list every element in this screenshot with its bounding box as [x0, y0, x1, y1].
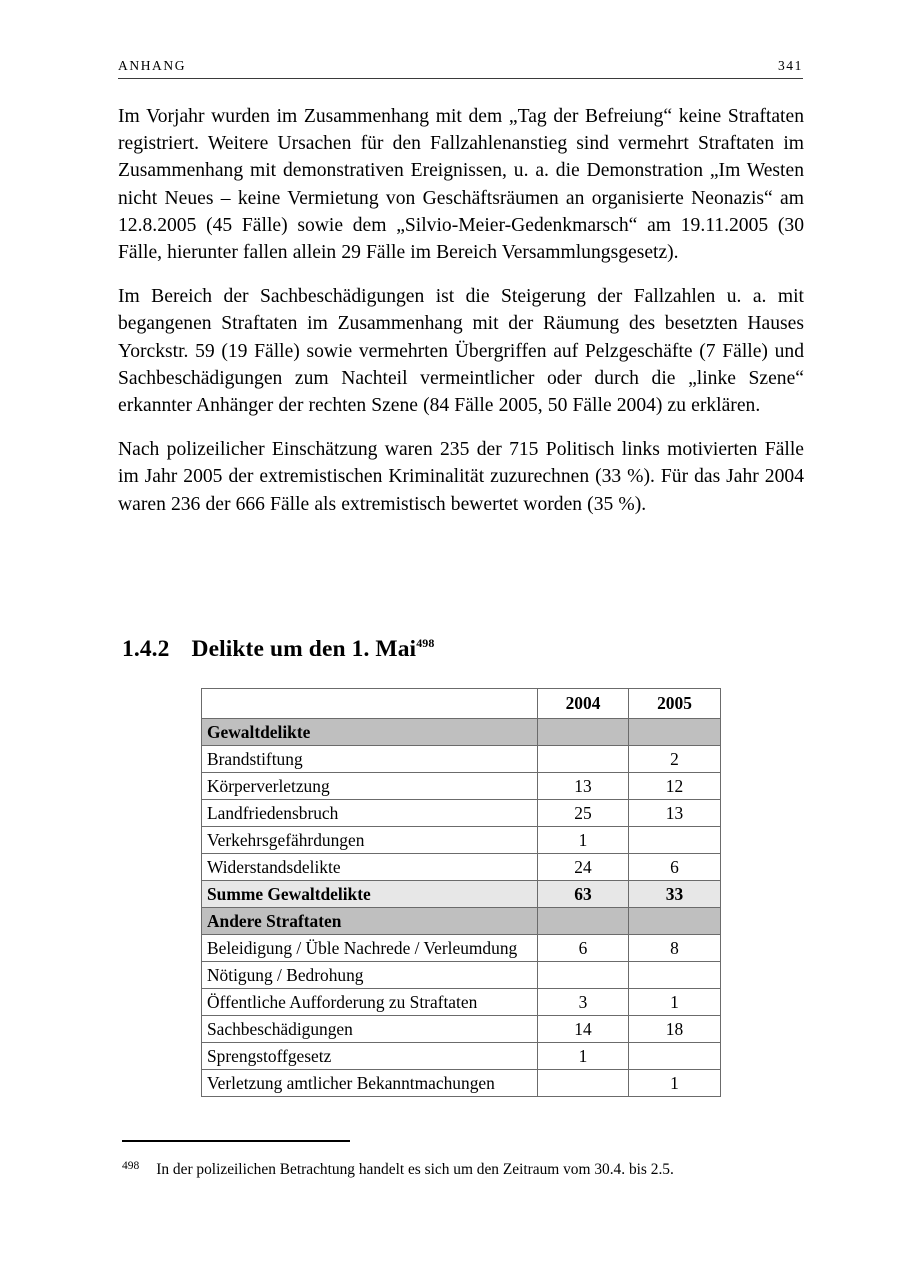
row-value-2004	[538, 962, 629, 989]
row-label: Sachbeschädigungen	[202, 1016, 538, 1043]
row-value-2004	[538, 746, 629, 773]
table-header-2005: 2005	[629, 689, 721, 719]
row-value-2005: 8	[629, 935, 721, 962]
row-value-2005: 6	[629, 854, 721, 881]
table-row	[202, 989, 721, 1016]
row-value-2004: 13	[538, 773, 629, 800]
row-label: Gewaltdelikte	[202, 719, 538, 746]
table-row	[202, 908, 721, 935]
row-value-2004: 3	[538, 989, 629, 1016]
row-value-2004	[538, 719, 629, 746]
row-value-2005	[629, 827, 721, 854]
delikte-table-wrapper	[201, 688, 720, 1097]
row-value-2005: 18	[629, 1016, 721, 1043]
footnote-number: 498	[122, 1160, 140, 1172]
table-header-row	[202, 689, 721, 719]
row-label: Körperverletzung	[202, 773, 538, 800]
paragraph-1: Im Vorjahr wurden im Zusammenhang mit dem „Tag der Befreiung“ keine Straftaten registriert. Weitere Ursachen für den Fallzahlenanstieg sind vermehrt Straftaten im Zusammenhang mit demonstrativen Ereignissen, u. a. die Demonstration „Im Westen nicht Neues – keine Vermietung von Geschäftsräumen an organisierte Neonazis“ am 12.8.2005 (45 Fälle) sowie dem „Silvio-Meier-Gedenkmarsch“ am 19.11.2005 (30 Fälle, hierunter fallen allein 29 Fälle im Bereich Versammlungsgesetz).	[118, 106, 804, 264]
row-value-2004	[538, 1070, 629, 1097]
row-value-2004: 63	[538, 881, 629, 908]
row-label: Nötigung / Bedrohung	[202, 962, 538, 989]
row-value-2004: 1	[538, 827, 629, 854]
table-row	[202, 854, 721, 881]
row-value-2004: 6	[538, 935, 629, 962]
row-value-2005	[629, 908, 721, 935]
row-label: Sprengstoffgesetz	[202, 1043, 538, 1070]
table-row	[202, 719, 721, 746]
running-header	[118, 58, 803, 79]
table-row	[202, 800, 721, 827]
row-value-2005: 12	[629, 773, 721, 800]
row-value-2004: 25	[538, 800, 629, 827]
section-number: 1.4.2	[122, 636, 170, 662]
row-label: Landfriedensbruch	[202, 800, 538, 827]
row-value-2004: 24	[538, 854, 629, 881]
row-value-2005	[629, 962, 721, 989]
table-row	[202, 746, 721, 773]
row-value-2005: 1	[629, 989, 721, 1016]
table-header-label-cell	[202, 689, 538, 719]
table-header-2004: 2004	[538, 689, 629, 719]
delikte-table	[201, 688, 721, 1097]
row-label: Brandstiftung	[202, 746, 538, 773]
row-label: Beleidigung / Üble Nachrede / Verleumdung	[202, 935, 538, 962]
footnote	[122, 1160, 807, 1180]
paragraph-2: Im Bereich der Sachbeschädigungen ist die Steigerung der Fallzahlen u. a. mit begangenen Straftaten im Zusammenhang mit der Räumung des besetzten Hauses Yorckstr. 59 (19 Fälle) sowie vermehrten Übergriffen auf Pelzgeschäfte (7 Fälle) und Sachbeschädigungen zum Nachteil vermeintlicher oder durch die „linke Szene“ erkannter Anhänger der rechten Szene (84 Fälle 2005, 50 Fälle 2004) zu erklären.	[118, 286, 804, 417]
row-value-2005: 1	[629, 1070, 721, 1097]
table-body	[202, 689, 721, 1097]
row-value-2004: 1	[538, 1043, 629, 1070]
table-row	[202, 962, 721, 989]
row-value-2005: 13	[629, 800, 721, 827]
row-value-2005	[629, 719, 721, 746]
footnote-text: In der polizeilichen Betrachtung handelt es sich um den Zeitraum vom 30.4. bis 2.5.	[156, 1161, 674, 1178]
table-row	[202, 827, 721, 854]
row-value-2005: 2	[629, 746, 721, 773]
section-title: Delikte um den 1. Mai	[191, 636, 417, 662]
row-value-2004: 14	[538, 1016, 629, 1043]
row-value-2004	[538, 908, 629, 935]
section-heading	[122, 636, 435, 663]
table-row	[202, 773, 721, 800]
table-row	[202, 1016, 721, 1043]
footnote-separator	[122, 1140, 350, 1142]
table-row	[202, 1070, 721, 1097]
row-value-2005: 33	[629, 881, 721, 908]
table-row-sum	[202, 881, 721, 908]
body-text	[118, 103, 804, 518]
page-number: 341	[777, 58, 803, 73]
paragraph-3: Nach polizeilicher Einschätzung waren 235 der 715 Politisch links motivierten Fälle im Jahr 2005 der extremistischen Kriminalität zuzurechnen (33 %). Für das Jahr 2004 waren 236 der 666 Fälle als extremistisch bewertet worden (35 %).	[118, 439, 804, 515]
row-label: Summe Gewaltdelikte	[202, 881, 538, 908]
row-label: Andere Straftaten	[202, 908, 538, 935]
running-header-title: ANHANG	[118, 58, 187, 73]
row-label: Verkehrsgefährdungen	[202, 827, 538, 854]
table-row	[202, 1043, 721, 1070]
row-label: Widerstandsdelikte	[202, 854, 538, 881]
section-footnote-marker: 498	[416, 636, 435, 651]
row-label: Öffentliche Aufforderung zu Straftaten	[202, 989, 538, 1016]
row-label: Verletzung amtlicher Bekanntmachungen	[202, 1070, 538, 1097]
row-value-2005	[629, 1043, 721, 1070]
table-row	[202, 935, 721, 962]
